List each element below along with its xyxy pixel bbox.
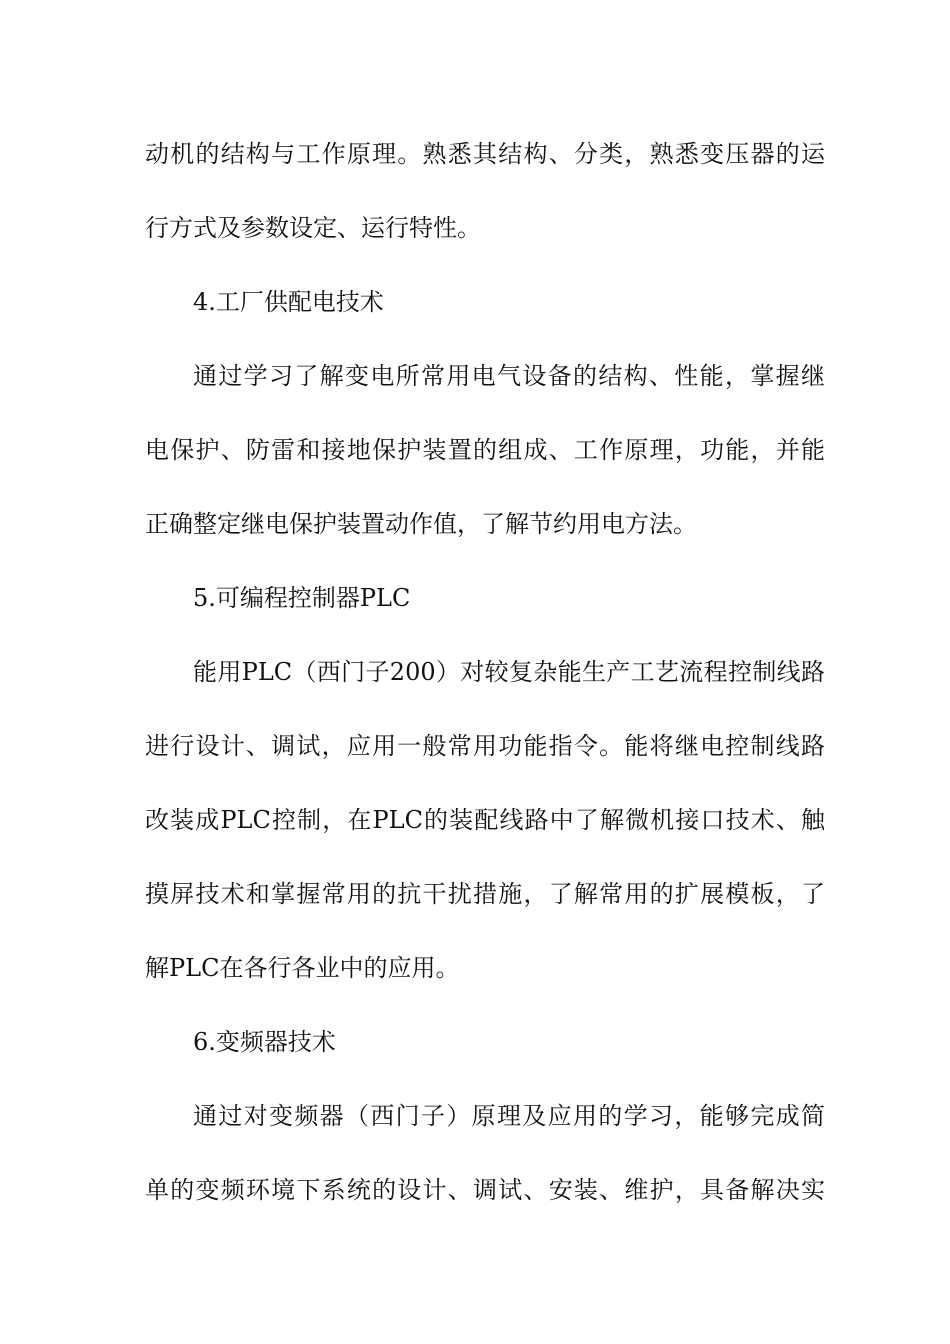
text-line: 通过对变频器（西门子）原理及应用的学习，能够完成简 (193, 1102, 825, 1130)
section-heading: 6.变频器技术 (193, 1028, 336, 1056)
text-line: 能用PLC（西门子200）对较复杂能生产工艺流程控制线路 (193, 658, 825, 686)
text-line: 通过学习了解变电所常用电气设备的结构、性能，掌握继 (193, 362, 825, 390)
text-line: 动机的结构与工作原理。熟悉其结构、分类，熟悉变压器的运 (145, 140, 825, 168)
text-line: 摸屏技术和掌握常用的抗干扰措施，了解常用的扩展模板，了 (145, 880, 825, 908)
text-line: 解PLC在各行各业中的应用。 (145, 954, 460, 982)
text-line: 电保护、防雷和接地保护装置的组成、工作原理，功能，并能 (145, 436, 825, 464)
text-line: 进行设计、调试，应用一般常用功能指令。能将继电控制线路 (145, 732, 825, 760)
text-line: 单的变频环境下系统的设计、调试、安装、维护，具备解决实 (145, 1176, 825, 1204)
text-line: 行方式及参数设定、运行特性。 (145, 214, 481, 242)
section-heading: 4.工厂供配电技术 (193, 288, 384, 316)
text-line: 正确整定继电保护装置动作值，了解节约用电方法。 (145, 510, 697, 538)
text-line: 改装成PLC控制，在PLC的装配线路中了解微机接口技术、触 (145, 806, 825, 834)
section-heading: 5.可编程控制器PLC (193, 584, 411, 612)
